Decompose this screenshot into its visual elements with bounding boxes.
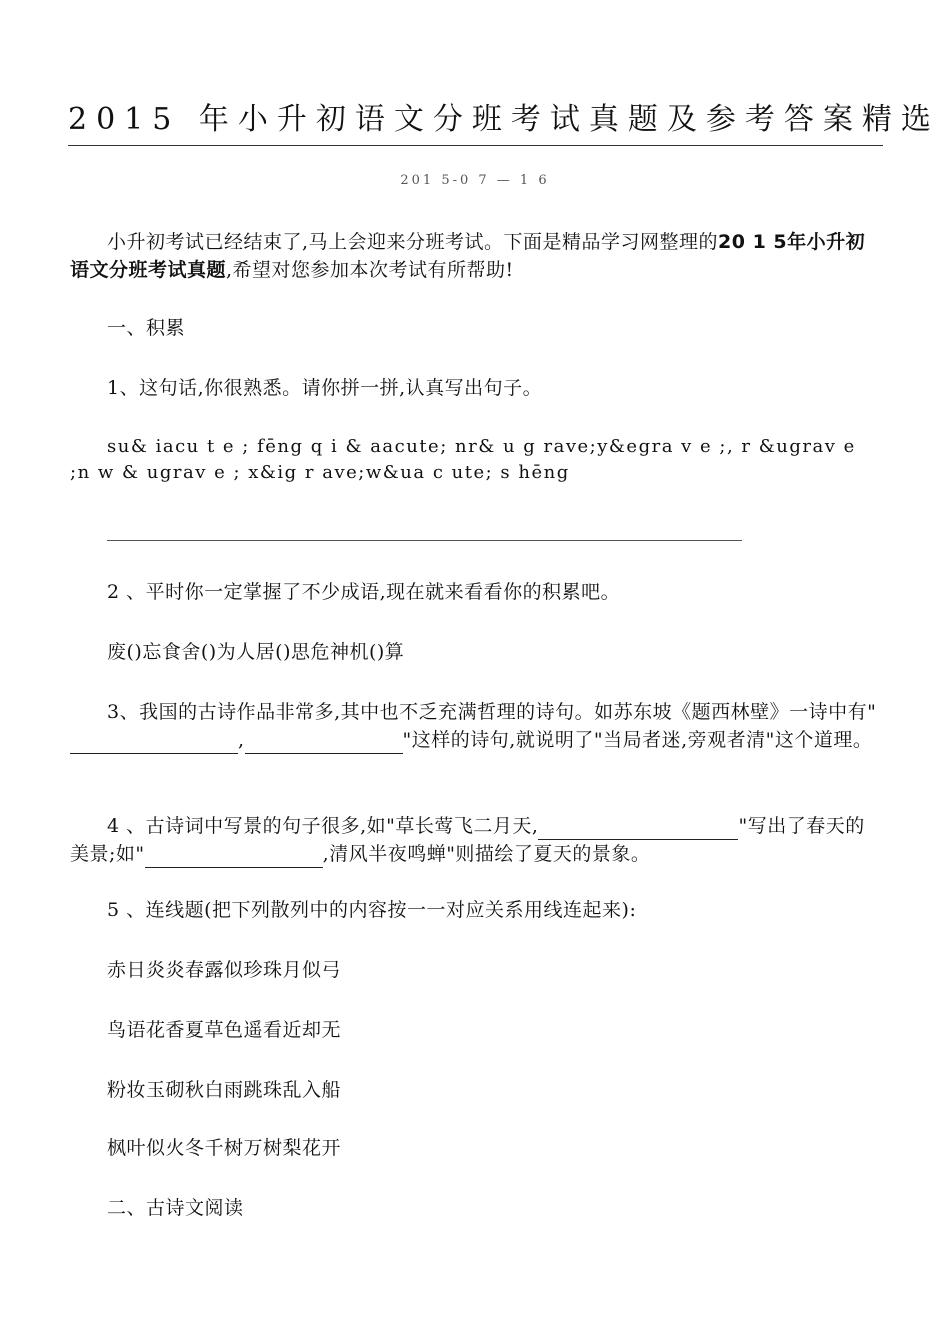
answer-line [107, 540, 742, 541]
q3-blank-1[interactable] [70, 731, 238, 754]
pinyin-text: su& iacu t e ; fēng q i & aacute; nr& u g rave;y&egra v e ;, r &ugrav e ;n w & ugrav e ; x&ig r ave;w&ua c ute; s hēng [70, 436, 856, 483]
title-divider [68, 145, 883, 146]
idiom-items: 废()忘食舍()为人居()思危神机()算 [107, 641, 405, 663]
match-line-1: 赤日炎炎春露似珍珠月似弓 [107, 959, 342, 981]
q3-text-b: , [238, 729, 245, 751]
section-heading-1: 一、积累 [107, 317, 186, 339]
q3-text-c: "这样的诗句,就说明了"当局者迷,旁观者清"这个道理。 [402, 729, 873, 751]
page-title: 2015 年小升初语文分班考试真题及参考答案精选 [68, 102, 940, 137]
section-heading-2: 二、古诗文阅读 [107, 1197, 244, 1219]
question-5: 5 、连线题(把下列散列中的内容按一一对应关系用线连起来): [107, 899, 637, 921]
publish-date: 201 5-0 7 — 1 6 [400, 173, 550, 188]
intro-paragraph [70, 228, 882, 284]
question-4 [70, 812, 882, 868]
match-line-2: 鸟语花香夏草色遥看近却无 [107, 1019, 342, 1041]
question-3 [70, 698, 882, 754]
intro-text-2: ,希望对您参加本次考试有所帮助! [226, 259, 514, 281]
question-1: 1、这句话,你很熟悉。请你拼一拼,认真写出句子。 [107, 377, 543, 399]
intro-text-1: 小升初考试已经结束了,马上会迎来分班考试。下面是精品学习网整理的 [107, 231, 719, 253]
q4-blank-1[interactable] [538, 817, 738, 840]
q4-text-b: "写出了春天的美景;如" [70, 815, 865, 865]
match-line-3: 粉妆玉砌秋白雨跳珠乱入船 [107, 1079, 342, 1101]
q4-text-c: ,清风半夜鸣蝉"则描绘了夏天的景象。 [322, 843, 651, 865]
intro-bold: 20 1 5年小升初语文分班考试真题 [70, 231, 866, 281]
question-2: 2 、平时你一定掌握了不少成语,现在就来看看你的积累吧。 [107, 581, 621, 603]
q3-blank-2[interactable] [245, 731, 403, 754]
match-line-4: 枫叶似火冬千树万树梨花开 [107, 1137, 342, 1159]
q4-blank-2[interactable] [145, 845, 323, 868]
q4-text-a: 4 、古诗词中写景的句子很多,如"草长莺飞二月天, [107, 815, 539, 837]
q3-text-a: 3、我国的古诗作品非常多,其中也不乏充满哲理的诗句。如苏东坡《题西林壁》一诗中有" [107, 701, 877, 723]
